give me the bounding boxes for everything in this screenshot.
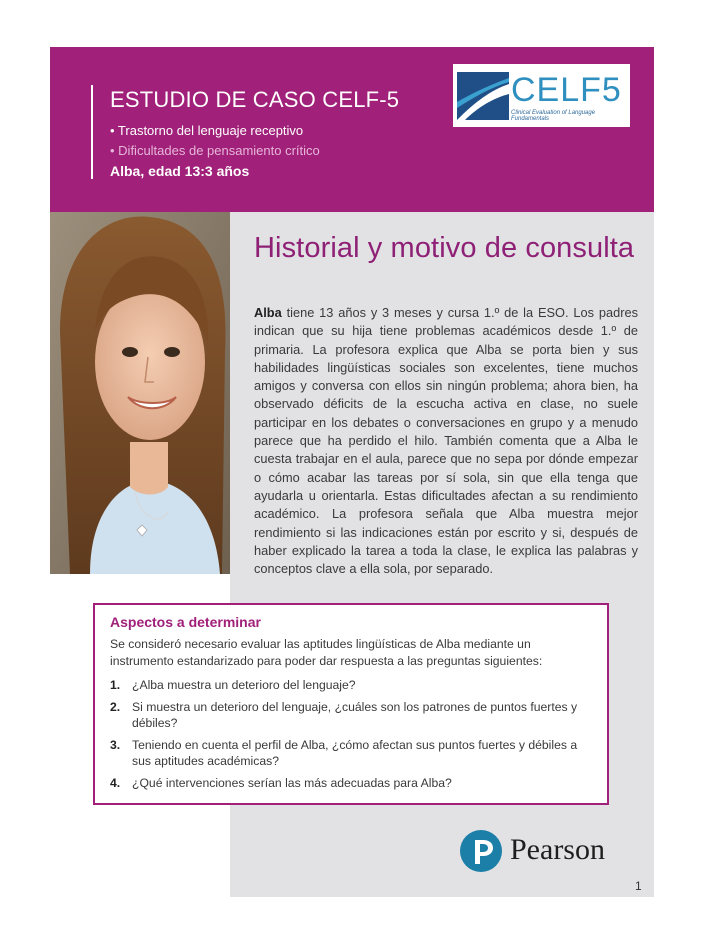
header-bullets	[110, 123, 320, 163]
patient-label: Alba, edad 13:3 años	[110, 163, 250, 179]
page-number: 1	[635, 879, 642, 893]
aspects-box	[93, 603, 609, 805]
list-item-text: ¿Qué intervenciones serían las más adecuadas para Alba?	[132, 776, 452, 790]
list-item	[110, 677, 590, 693]
page	[50, 47, 654, 897]
page-title: ESTUDIO DE CASO CELF-5	[110, 87, 400, 112]
case-history-paragraph	[254, 304, 638, 578]
aspects-list	[110, 677, 590, 797]
case-history-text: tiene 13 años y 3 meses y cursa 1.º de la ESO. Los padres indican que su hija tiene problemas académicos desde 1.º de primaria. La profesora explica que Alba se porta bien y sus habilidades lingüísticas sociales son excelentes, tiene muchos amigos y conversa con ellos sin ningún problema; ahora bien, ha observado déficits de la escucha activa en clase, no suele participar en los debates o conversaciones en grupo y a menudo parece que ha perdido el hilo. También comenta que a Alba le cuesta trabajar en el aula, parece que no sepa por dónde empezar o cómo acabar las tareas por sí sola, sin que ella tenga que ayudarla u orientarla. Estas dificultades afectan a su rendimiento académico. La profesora señala que Alba muestra mejor rendimiento si las indicaciones están por escrito y si, después de haber explicado la tarea a toda la clase, le explica las palabras y conceptos clave a ella sola, por separado.	[254, 305, 638, 577]
list-item-number: 2.	[110, 700, 121, 714]
list-item-number: 1.	[110, 678, 121, 692]
patient-photo	[50, 212, 230, 574]
aspects-intro: Se consideró necesario evaluar las aptitudes lingüísticas de Alba mediante un instrumento estandarizado para poder dar respuesta a las preguntas siguientes:	[110, 637, 543, 668]
header-divider	[91, 85, 93, 179]
pearson-logo-word: Pearson	[510, 833, 605, 866]
pearson-logo-icon	[459, 829, 503, 873]
list-item-text: Si muestra un deterioro del lenguaje, ¿cuáles son los patrones de puntos fuertes y débiles?	[132, 700, 578, 730]
list-item	[110, 737, 590, 769]
list-item-text: Teniendo en cuenta el perfil de Alba, ¿cómo afectan sus puntos fuertes y débiles a sus aptitudes académicas?	[132, 738, 578, 768]
header-bullet: • Dificultades de pensamiento crítico	[110, 143, 320, 158]
celf5-logo	[453, 64, 630, 127]
list-item	[110, 699, 590, 731]
girl-portrait-image	[50, 212, 230, 574]
header-band	[50, 47, 654, 212]
section-title: Historial y motivo de consulta	[254, 232, 635, 264]
header-bullet: • Trastorno del lenguaje receptivo	[110, 123, 304, 138]
list-item-text: ¿Alba muestra un deterioro del lenguaje?	[132, 678, 356, 692]
list-item-number: 3.	[110, 738, 121, 752]
celf5-logo-word: CELF5	[511, 71, 622, 109]
celf5-logo-mark-icon	[457, 72, 509, 120]
list-item	[110, 775, 590, 791]
list-item-number: 4.	[110, 776, 121, 790]
celf5-logo-subtitle: Clinical Evaluation of Language Fundamentals	[511, 110, 596, 122]
aspects-title: Aspectos a determinar	[110, 614, 261, 630]
patient-name: Alba	[254, 305, 282, 320]
